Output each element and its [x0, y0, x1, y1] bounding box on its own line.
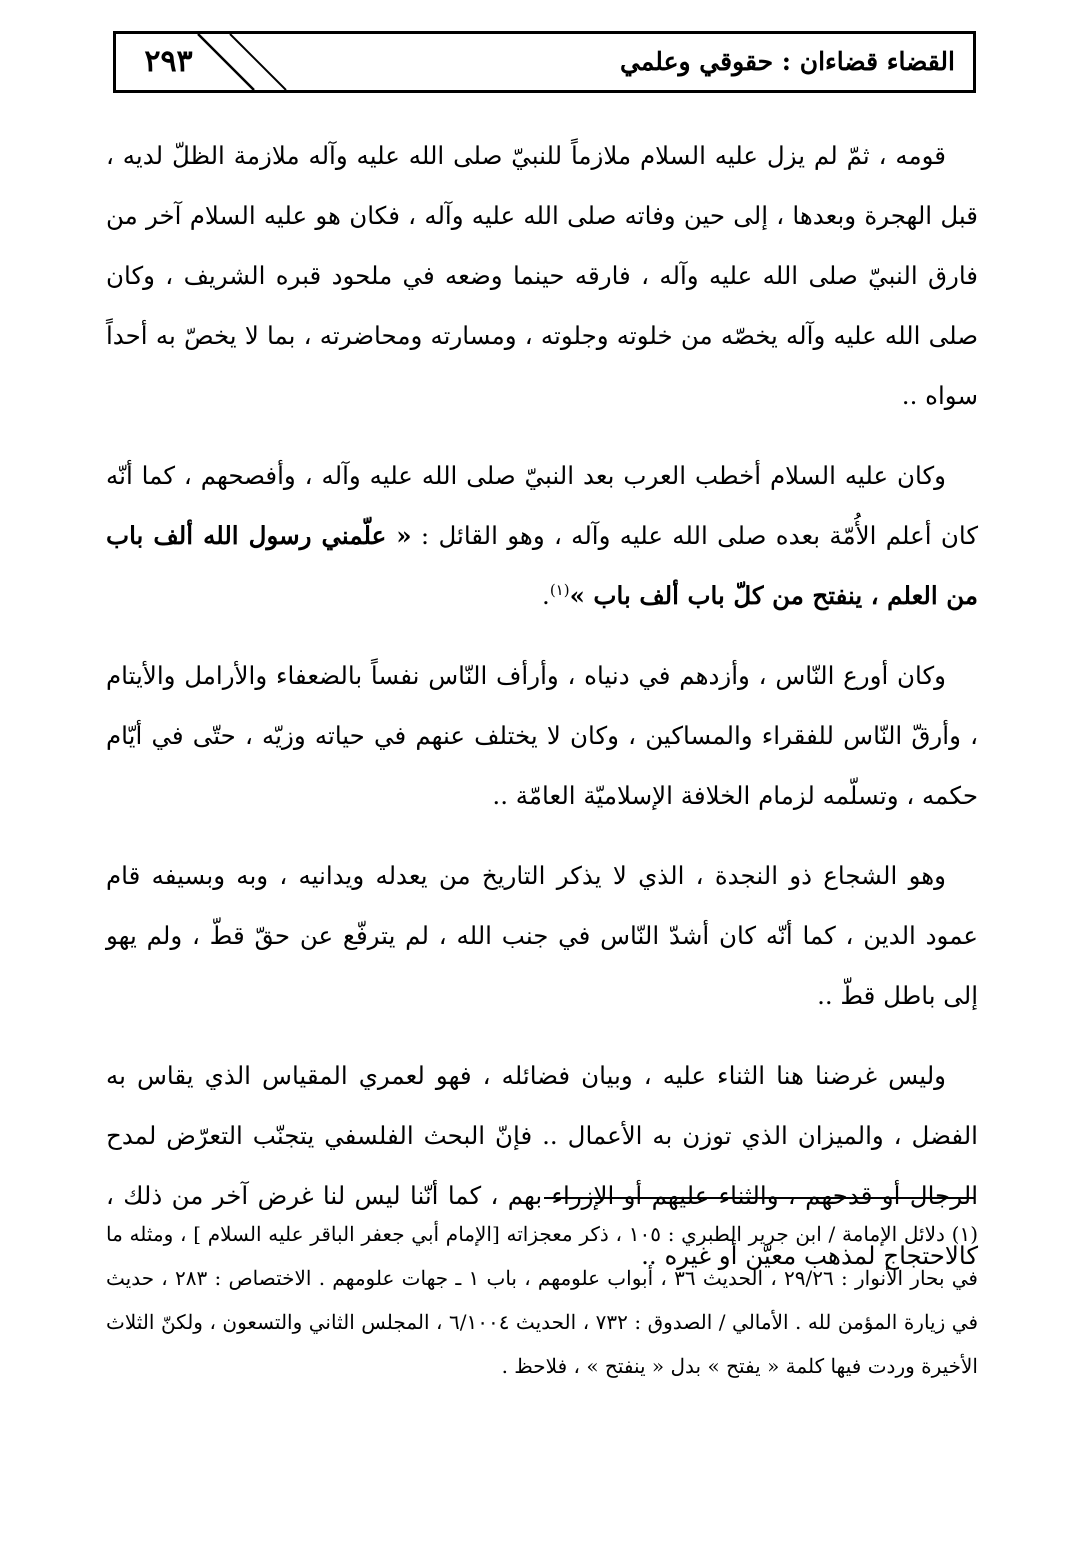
- running-title: القضاء قضاءان : حقوقي وعلمي: [620, 47, 955, 76]
- page-number: ٢٩٣: [144, 44, 193, 79]
- paragraph-2-end: .: [542, 581, 550, 610]
- footnotes: [106, 1212, 978, 1388]
- page-header: [113, 31, 976, 93]
- paragraph-4: وهو الشجاع ذو النجدة ، الذي لا يذكر التاريخ من يعدله ويدانيه ، وبه وبسيفه قام عمود الدين ، كما أنّه كان أشدّ النّاس في جنب الله ، لم يترفّع عن حقّ قطّ ، ولم يهو إلى باطل قطّ ..: [106, 861, 978, 1010]
- footnote-1: (١) دلائل الإمامة / ابن جرير الطبري : ١٠٥ ، ذكر معجزاته [الإمام أبي جعفر الباقر عليه السلام ] ، ومثله ما في بحار الأنوار : ٢٩/٢٦ ، الحديث ٣٦ ، أبواب علومهم ، باب ١ ـ جهات علومهم . الاختصاص : ٢٨٣ ، حديث في زيارة المؤمن لله . الأمالي / الصدوق : ٧٣٢ ، الحديث ٦/١٠٠٤ ، المجلس الثاني والتسعون ، ولكنّ الثلاث الأخيرة وردت فيها كلمة « يفتح » بدل « ينفتح » ، فلاحظ .: [106, 1222, 979, 1378]
- header-diagonal-line-2: [230, 34, 286, 90]
- paragraph-3: وكان أورع النّاس ، وأزدهم في دنياه ، وأرأف النّاس نفساً بالضعفاء والأرامل والأيتام ، وأرقّ النّاس للفقراء والمساكين ، وكان لا يختلف عنهم في حياته وزيّه ، حتّى في أيّام حكمه ، وتسلّمه لزمام الخلافة الإسلاميّة العامّة ..: [106, 661, 978, 810]
- paragraph-2-intro: وكان عليه السلام أخطب العرب بعد النبيّ صلى الله عليه وآله ، وأفصحهم ، كما أنّه كان أعلم الأُمّة بعده صلى الله عليه وآله ، وهو القائل :: [106, 461, 978, 550]
- paragraph-1: قومه ، ثمّ لم يزل عليه السلام ملازماً للنبيّ صلى الله عليه وآله ملازمة الظلّ لديه ، قبل الهجرة وبعدها ، إلى حين وفاته صلى الله عليه وآله ، فكان هو عليه السلام آخر من فارق النبيّ صلى الله عليه وآله ، فارقه حينما وضعه في ملحود قبره الشريف ، وكان صلى الله عليه وآله يخصّه من خلوته وجلوته ، ومسارته ومحاضرته ، بما لا يخصّ به أحداً سواه ..: [106, 141, 978, 410]
- footnote-divider: [544, 1197, 974, 1199]
- paragraph-2: [106, 446, 978, 626]
- hadith-quote: « علّمني رسول الله ألف باب من العلم ، ينفتح من كلّ باب ألف باب »: [106, 521, 978, 610]
- footnote-reference[interactable]: (١): [549, 580, 570, 599]
- main-text: [106, 126, 978, 1306]
- paragraph-5: وليس غرضنا هنا الثناء عليه ، وبيان فضائله ، فهو لعمري المقياس الذي يقاس به الفضل ، والميزان الذي توزن به الأعمال .. فإنّ البحث الفلسفي يتجنّب التعرّض لمدح الرجال أو قدحهم ، والثناء عليهم أو الإزراء بهم ، كما أنّنا ليس لنا غرض آخر من ذلك ، كالاحتجاج لمذهب معيّن أو غيره ..: [106, 1061, 978, 1270]
